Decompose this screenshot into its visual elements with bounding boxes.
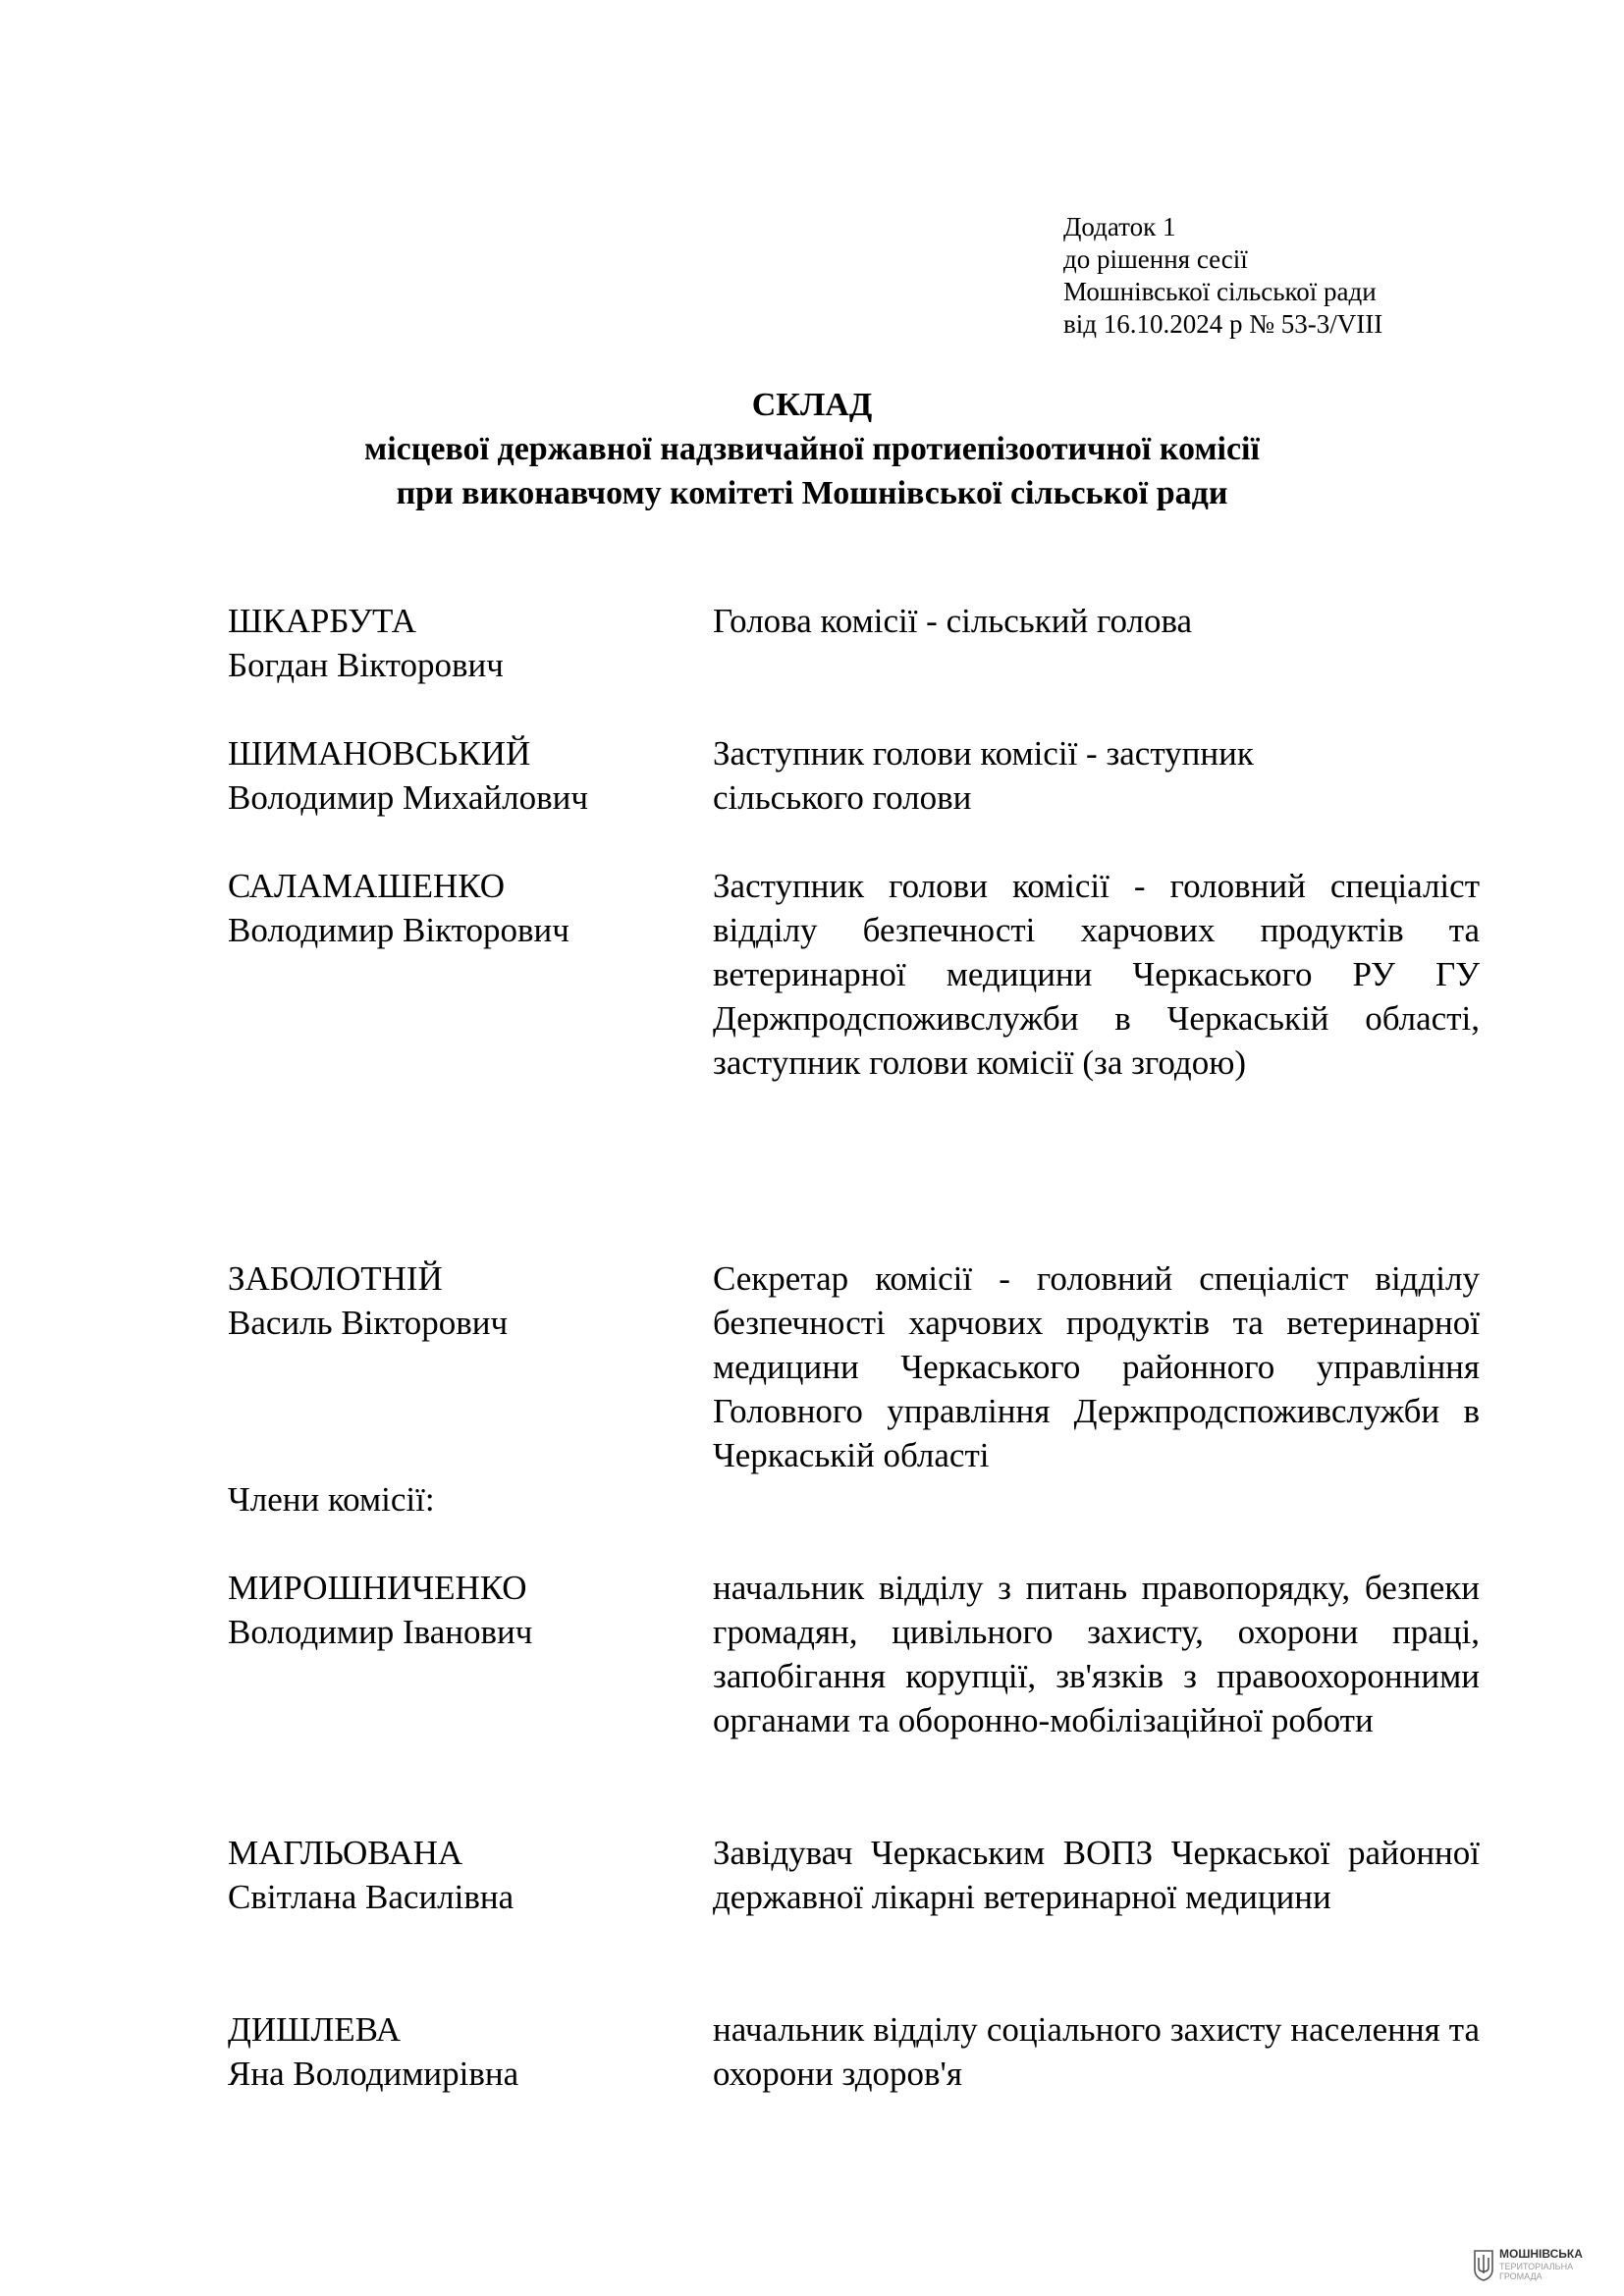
member-given-name: Богдан Вікторович xyxy=(228,646,504,684)
member-role xyxy=(713,1566,1480,1742)
annex-council: Мошнівської сільської ради xyxy=(1063,277,1377,306)
member-name xyxy=(228,1256,689,1345)
member-given-name: Володимир Михайлович xyxy=(228,778,588,817)
annex-date-number: від 16.10.2024 р № 53-3/VIII xyxy=(1063,309,1383,339)
annex-title: Додаток 1 xyxy=(1063,212,1176,241)
member-role xyxy=(713,1256,1480,1477)
member-given-name: Володимир Вікторович xyxy=(228,911,569,949)
logo-sub-line-1: ТЕРИТОРІАЛЬНА xyxy=(1499,2262,1574,2271)
member-role-text: Заступник голови комісії - головний спеціаліст відділу безпечності харчових продуктів та ветеринарної медицини Черкаського РУ ГУ Держпродспоживслужби в Черкаській області, заступник голови комісії (за згодою) xyxy=(713,867,1480,1082)
logo-name: МОШНІВСЬКА xyxy=(1499,2247,1583,2261)
member-surname: САЛАМАШЕНКО xyxy=(228,867,505,905)
logo-subtitle xyxy=(1499,2262,1573,2281)
member-role-text: Завідувач Черкаським ВОПЗ Черкаської районної державної лікарні ветеринарної медицини xyxy=(713,1834,1480,1916)
member-surname: ДИШЛЕВА xyxy=(228,2010,401,2049)
member-surname: МИРОШНИЧЕНКО xyxy=(228,1569,527,1607)
document-title xyxy=(0,383,1624,515)
title-line-2: місцевої державної надзвичайної протиепізоотичної комісії xyxy=(364,431,1260,467)
member-surname: МАГЛЬОВАНА xyxy=(228,1834,463,1872)
member-name xyxy=(228,1566,689,1654)
member-name xyxy=(228,2007,689,2096)
trident-icon xyxy=(1473,2248,1494,2281)
member-role-text: Голова комісії - сільський голова xyxy=(713,602,1193,640)
member-role xyxy=(713,1831,1480,1919)
member-role xyxy=(713,731,1480,820)
member-role xyxy=(713,2007,1480,2096)
logo-sub-line-2: ГРОМАДА xyxy=(1499,2271,1543,2281)
title-line-3: при виконавчому комітеті Мошнівської сільської ради xyxy=(396,475,1228,511)
title-line-1: СКЛАД xyxy=(751,387,873,423)
member-given-name: Світлана Василівна xyxy=(228,1878,514,1916)
member-name xyxy=(228,1831,689,1919)
member-role-line: Заступник голови комісії - заступник xyxy=(713,734,1254,773)
member-given-name: Володимир Іванович xyxy=(228,1613,533,1651)
member-surname: ШКАРБУТА xyxy=(228,602,416,640)
member-role-text: начальник відділу соціального захисту населення та охорони здоров'я xyxy=(713,2010,1480,2093)
annex-block xyxy=(1063,211,1382,341)
member-role-text: Секретар комісії - головний спеціаліст відділу безпечності харчових продуктів та ветеринарної медицини Черкаського районного управління Головного управління Держпродспоживслужби в Черкаській області xyxy=(713,1259,1480,1474)
member-surname: ЗАБОЛОТНІЙ xyxy=(228,1259,443,1298)
member-role-text: начальник відділу з питань правопорядку, безпеки громадян, цивільного захисту, охорони праці, запобігання корупції, зв'язків з правоохоронними органами та оборонно-мобілізаційної роботи xyxy=(713,1569,1480,1739)
member-role xyxy=(713,599,1480,643)
community-logo xyxy=(1473,2246,1610,2285)
member-name xyxy=(228,599,689,687)
member-given-name: Яна Володимирівна xyxy=(228,2055,519,2093)
member-surname: ШИМАНОВСЬКИЙ xyxy=(228,734,531,773)
member-name xyxy=(228,731,689,820)
member-name xyxy=(228,864,689,952)
members-section-label: Члени комісії: xyxy=(228,1480,435,1519)
member-role xyxy=(713,864,1480,1085)
annex-decision: до рішення сесії xyxy=(1063,244,1248,274)
member-given-name: Василь Вікторович xyxy=(228,1304,509,1342)
member-role-line: сільського голови xyxy=(713,778,972,817)
